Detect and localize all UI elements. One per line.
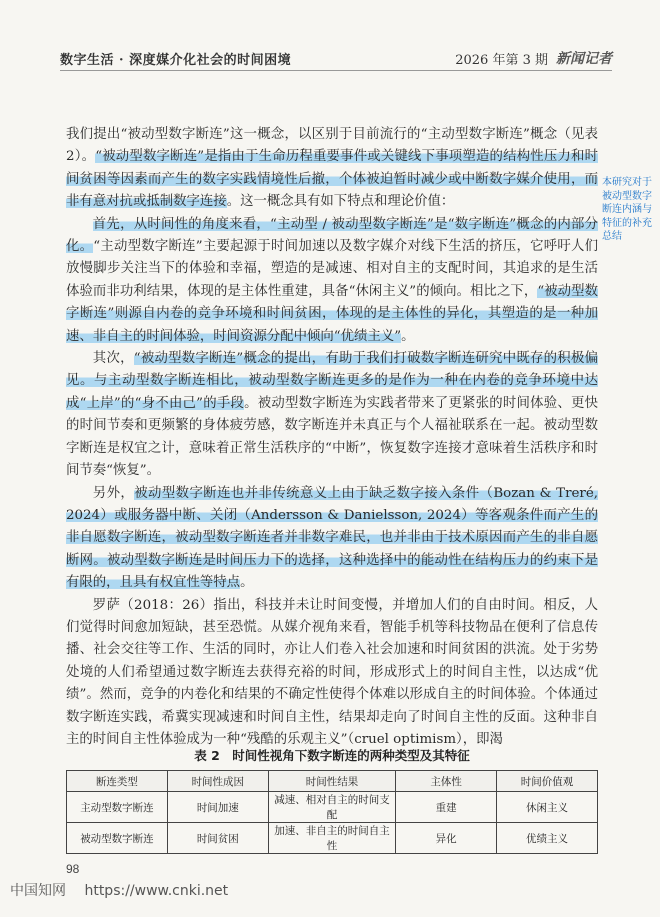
site-name: 中国知网 [10,883,66,899]
table-cell: 时间加速 [167,792,268,823]
text-segment: 。 [401,328,415,344]
text-segment: 罗萨（2018：26）指出，科技并未让时间变慢，并增加人们的自由时间。相反，人们觉得时间愈加短缺，甚至恐慌。从媒介视角来看，智能手机等科技物品在便利了信息传播、社会交往等工作、生活的同时，亦让人们卷入社会加速和时间贫困的洪流。处于劣势处境的人们希望通过数字断连去获得充裕的时间，形成形式上的时间自主性，以达成“优绩”。然而，竞争的内卷化和结果的不确定性使得个体难以形成自主的时间体验。个体通过数字断连实践，希冀实现减速和时间自主性，结果却走向了时间自主性的反面。这种非自主的时间自主性体验成为一种“残酷的乐观主义”（cruel optimism），即渴 [66,597,598,747]
table-row [67,823,598,854]
table-cell: 加速、非自主的时间自主性 [268,823,395,854]
table-cell: 时间贫困 [167,823,268,854]
table-header-cell: 断连类型 [67,771,168,792]
table-header-cell: 时间性结果 [268,771,395,792]
table-header-cell: 主体性 [396,771,497,792]
text-segment: “主动型数字断连”主要起源于时间加速以及数字媒介对线下生活的挤压，它呼吁人们放慢脚步关注当下的体验和幸福，塑造的是减速、相对自主的支配时间，其追求的是生活体验而非功利结果，体现的是主体性重建，具备“休闲主义”的倾向。相比之下， [66,239,599,299]
section-title: 数字生活 · 深度媒介化社会的时间困境 [60,53,292,68]
paragraph [66,595,598,752]
highlighted-text: “被动型数字断连”概念的提出，有助于我们打破数字断连研究中既存的积极偏见。与主动型数字断连相比，被动型数字断连更多的是作为一种在内卷的竞争环境中达成“上岸”的“身不由己”的手段 [66,351,598,411]
comparison-table [66,770,598,854]
table-cell: 重建 [396,792,497,823]
text-segment: 。被动型数字断连为实践者带来了更紧张的时间体验、更快的时间节奏和更频繁的身体疲劳感，数字断连并未真正与个人福祉联系在一起。被动型数字断连是权宜之计，意味着正常生活秩序的“中断”，恢复数字连接才意味着生活秩序和时间节奏“恢复”。 [66,395,599,479]
table-cell: 优绩主义 [497,823,598,854]
text-segment: 。 [240,575,254,591]
table-row [67,792,598,823]
highlighted-text: 首先，从时间性的角度来看，“主动型 / 被动型数字断连”是“数字断连”概念的内部分化。 [66,216,598,255]
issue-info [455,48,612,68]
text-segment: 另外， [92,485,135,501]
paragraph [66,348,598,482]
site-url[interactable]: https://www.cnki.net [84,883,229,899]
margin-annotation: 本研究对于被动型数字断连内涵与特征的补充总结 [602,177,652,242]
paragraph [66,124,598,214]
highlighted-text: “被动型数字断连”是指由于生命历程重要事件或关键线下事项塑造的结构性压力和时间贫困等因素而产生的数字实践情境性后撤，个体被迫暂时减少或中断数字媒介使用，而非有意对抗或抵制数字连接 [66,149,598,210]
table-cell: 减速、相对自主的时间支配 [268,792,395,823]
header-divider [60,70,612,71]
table-cell: 主动型数字断连 [67,792,168,823]
text-segment: 。这一概念具有如下特点和理论价值： [226,194,455,210]
table-cell: 异化 [396,823,497,854]
table-cell: 被动型数字断连 [67,823,168,854]
paragraph [66,214,598,348]
page-header [60,44,612,68]
text-segment: 其次， [92,351,134,367]
text-segment: 我们提出“被动型数字断连”这一概念，以区别于目前流行的“主动型数字断连”概念（见表 2）。 [66,127,598,165]
table-cell: 休闲主义 [497,792,598,823]
journal-logo: 新闻记者 [556,51,612,67]
table-caption: 表 2 时间性视角下数字断连的两种类型及其特征 [194,748,470,763]
paragraph [66,483,598,595]
article-body [66,124,598,751]
highlighted-text: 被动型数字断连也并非传统意义上由于缺乏数字接入条件（Bozan & Treré, 2024）或服务器中断、关闭（Andersson & Danielsson, 2024）等客观条件而产生的非自愿数字断连，被动型数字断连者并非数字难民，也并非由于技术原因而产生的非自愿断网。被动型数字断连是时间压力下的选择，这种选择中的能动性在结构压力的约束下是有限的，且具有权宜性等特点 [66,485,598,591]
highlighted-text: “被动型数字断连”则源自内卷的竞争环境和时间贫困，体现的是主体性的异化，其塑造的是一种加速、非自主的时间体验，时间资源分配中倾向“优绩主义” [66,283,598,344]
table-header-cell: 时间性成因 [167,771,268,792]
issue-number: 2026 年第 3 期 [455,53,548,68]
footer-watermark [10,880,228,900]
table-header-row [67,771,598,792]
table-header-cell: 时间价值观 [497,771,598,792]
page-number: 98 [66,862,80,876]
